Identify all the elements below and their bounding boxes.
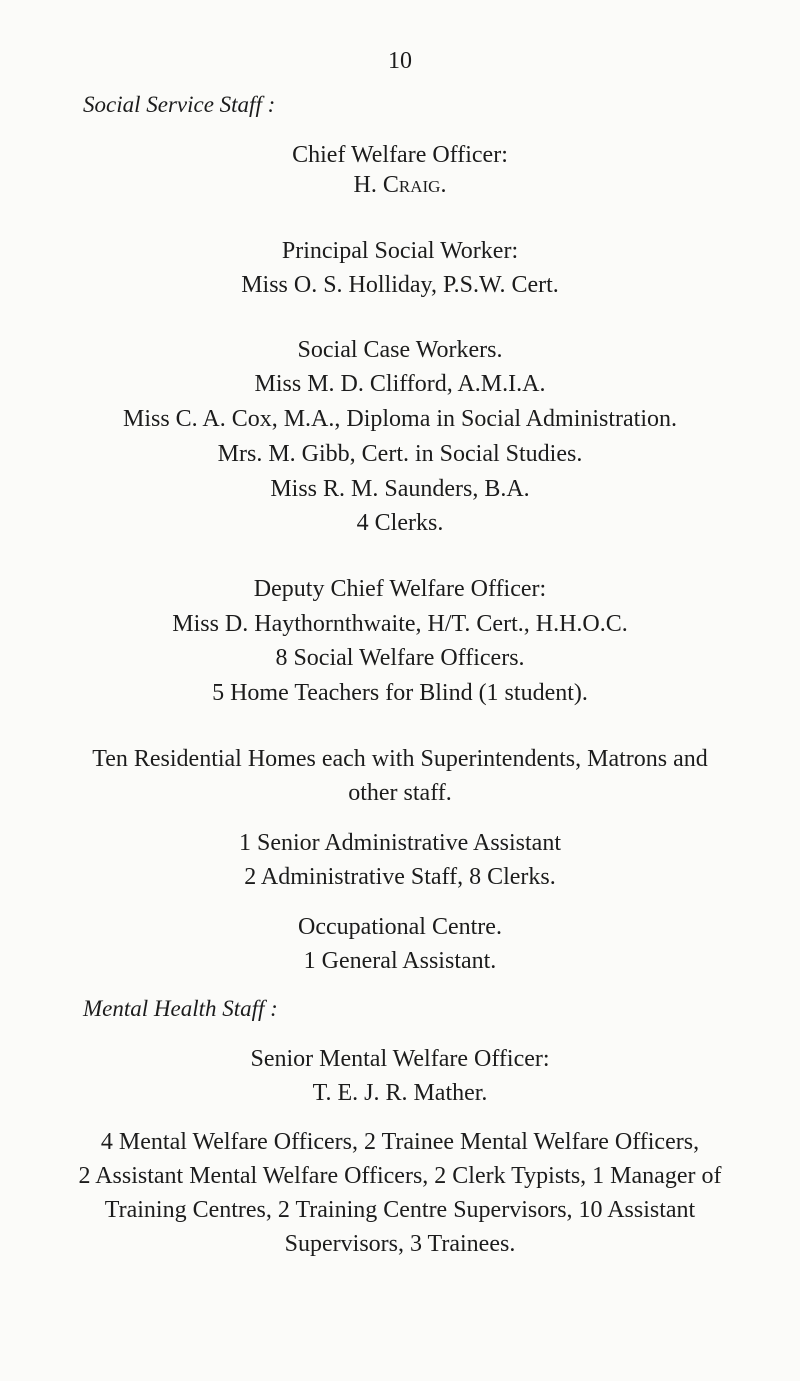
senior-mental-welfare-officer-title: Senior Mental Welfare Officer: bbox=[250, 1046, 550, 1072]
mental-health-staff-line: Supervisors, 3 Trainees. bbox=[284, 1231, 516, 1257]
occupational-centre-line: Occupational Centre. bbox=[298, 914, 502, 940]
administrative-line: 1 Senior Administrative Assistant bbox=[239, 830, 561, 856]
social-case-workers-title: Social Case Workers. bbox=[297, 337, 503, 363]
principal-social-worker-title: Principal Social Worker: bbox=[281, 238, 519, 264]
residential-homes-line: Ten Residential Homes each with Superintendents, Matrons and bbox=[92, 746, 708, 772]
case-worker-line: 4 Clerks. bbox=[356, 510, 444, 536]
chief-welfare-officer-name: H. Craig. bbox=[353, 172, 447, 198]
deputy-chief-welfare-officer-title: Deputy Chief Welfare Officer: bbox=[253, 576, 547, 602]
deputy-line: 5 Home Teachers for Blind (1 student). bbox=[212, 680, 588, 706]
mental-health-staff-line: Training Centres, 2 Training Centre Supervisors, 10 Assistant bbox=[104, 1197, 696, 1223]
mental-health-staff-line: 4 Mental Welfare Officers, 2 Trainee Mental Welfare Officers, bbox=[100, 1129, 700, 1155]
deputy-line: 8 Social Welfare Officers. bbox=[275, 645, 525, 671]
case-worker-line: Miss M. D. Clifford, A.M.I.A. bbox=[254, 371, 546, 397]
chief-welfare-officer-title: Chief Welfare Officer: bbox=[292, 142, 508, 168]
case-worker-line: Mrs. M. Gibb, Cert. in Social Studies. bbox=[217, 441, 583, 467]
case-worker-line: Miss R. M. Saunders, B.A. bbox=[270, 476, 530, 502]
senior-mental-welfare-officer-name: T. E. J. R. Mather. bbox=[312, 1080, 488, 1106]
deputy-line: Miss D. Haythornthwaite, H/T. Cert., H.H.O.C. bbox=[172, 611, 628, 637]
section-heading-mental-health: Mental Health Staff : bbox=[83, 996, 278, 1021]
section-heading-social-service: Social Service Staff : bbox=[83, 92, 276, 117]
occupational-centre-line: 1 General Assistant. bbox=[303, 948, 497, 974]
mental-health-staff-line: 2 Assistant Mental Welfare Officers, 2 Clerk Typists, 1 Manager of bbox=[78, 1163, 722, 1189]
residential-homes-line: other staff. bbox=[348, 780, 452, 806]
administrative-line: 2 Administrative Staff, 8 Clerks. bbox=[244, 864, 556, 890]
case-worker-line: Miss C. A. Cox, M.A., Diploma in Social Administration. bbox=[122, 406, 678, 432]
principal-social-worker-name: Miss O. S. Holliday, P.S.W. Cert. bbox=[241, 272, 559, 298]
page-number: 10 bbox=[388, 48, 412, 74]
